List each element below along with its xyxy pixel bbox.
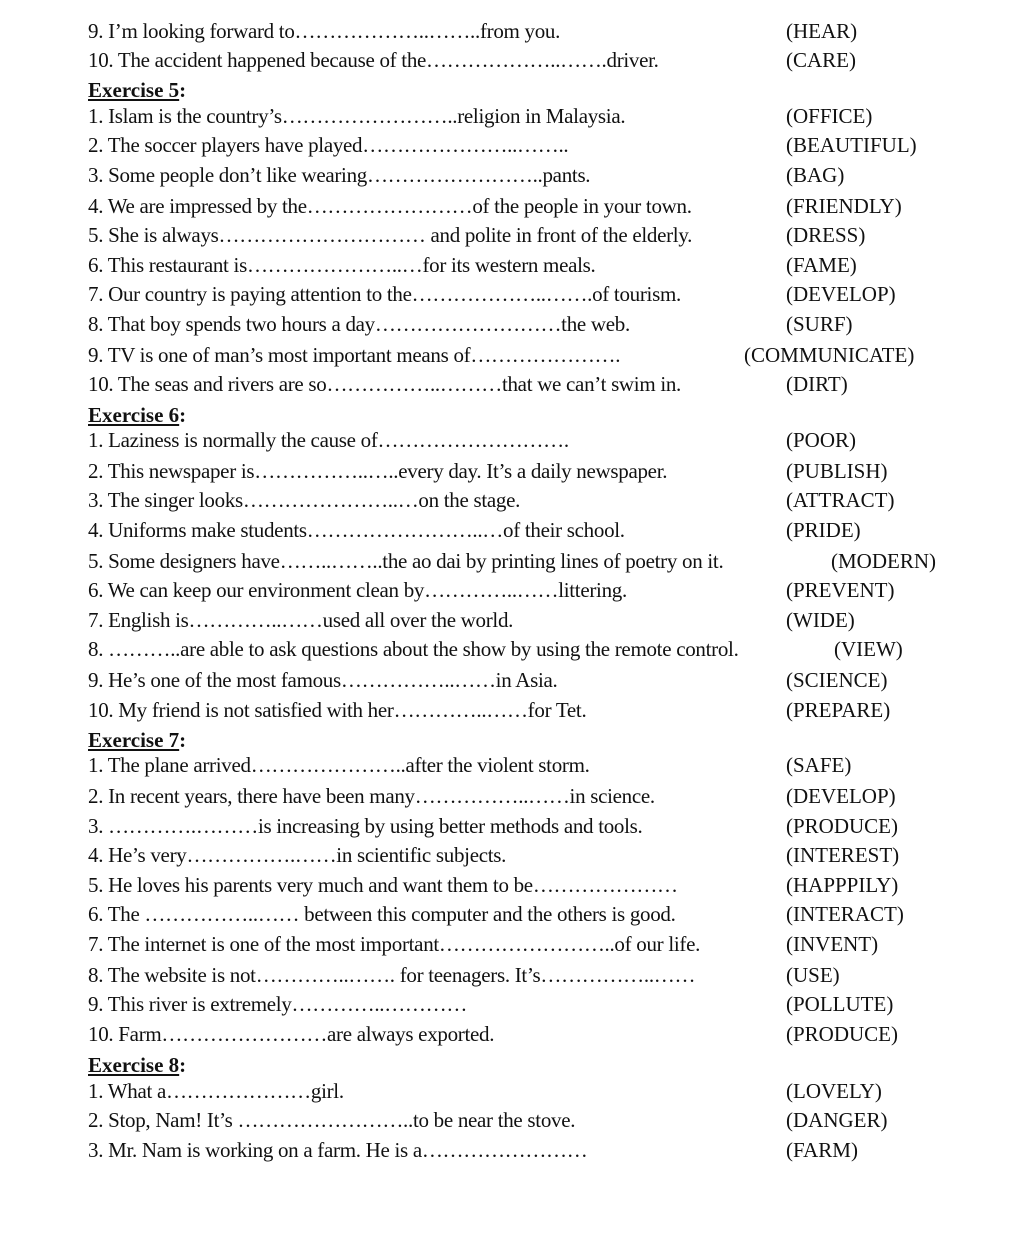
hint-word: (INVENT)	[786, 932, 879, 956]
hint-word: (WIDE)	[786, 608, 855, 632]
hint-word: (FRIENDLY)	[786, 194, 902, 218]
question-line	[88, 695, 948, 725]
question-text: 8. That boy spends two hours a day………………………the web.	[88, 312, 630, 336]
question-text: 1. The plane arrived…………………..after the violent storm.	[88, 753, 590, 777]
question-text: 3. The singer looks…………………..…on the stage.	[88, 488, 521, 512]
question-text: 6. We can keep our environment clean by…………..……littering.	[88, 578, 627, 602]
question-line	[88, 605, 948, 635]
hint-word: (MODERN)	[831, 549, 936, 573]
question-line	[88, 45, 948, 75]
hint-word: (LOVELY)	[786, 1079, 882, 1103]
question-text: 3. ………….………is increasing by using better methods and tools.	[88, 814, 643, 838]
question-line	[88, 899, 948, 929]
question-text: 2. The soccer players have played…………………..……..	[88, 133, 569, 157]
question-text: 3. Mr. Nam is working on a farm. He is a……………………	[88, 1138, 588, 1162]
question-text: 4. Uniforms make students……………………..…of their school.	[88, 518, 625, 542]
question-line	[88, 425, 948, 455]
question-line	[88, 309, 948, 339]
hint-word: (PRIDE)	[786, 518, 861, 542]
question-line	[88, 960, 948, 990]
question-text: 1. What a…………………girl.	[88, 1079, 344, 1103]
question-text: 10. Farm……………………are always exported.	[88, 1022, 495, 1046]
hint-word: (POOR)	[786, 428, 857, 452]
hint-word: (INTEREST)	[786, 843, 900, 867]
question-text: 9. This river is extremely…………..…………	[88, 992, 468, 1016]
hint-word: (DIRT)	[786, 372, 848, 396]
question-line	[88, 634, 948, 664]
question-line	[88, 250, 948, 280]
question-line	[88, 340, 948, 370]
hint-word: (POLLUTE)	[786, 992, 894, 1016]
hint-word: (PRODUCE)	[786, 814, 899, 838]
hint-word: (COMMUNICATE)	[744, 343, 915, 367]
question-text: 1. Laziness is normally the cause of……………………….	[88, 428, 569, 452]
question-text: 2. In recent years, there have been many……………..……in science.	[88, 784, 655, 808]
question-text: 2. This newspaper is……………..…..every day. It’s a daily newspaper.	[88, 459, 668, 483]
hint-word: (VIEW)	[834, 637, 903, 661]
question-text: 7. English is…………..……used all over the world.	[88, 608, 514, 632]
hint-word: (DEVELOP)	[786, 282, 896, 306]
question-text: 2. Stop, Nam! It’s ……………………..to be near the stove.	[88, 1108, 576, 1132]
exercise-title: Exercise 7	[88, 728, 180, 752]
question-line	[88, 929, 948, 959]
question-line	[88, 989, 948, 1019]
question-line	[88, 1135, 948, 1165]
hint-word: (SURF)	[786, 312, 853, 336]
hint-word: (BEAUTIFUL)	[786, 133, 917, 157]
question-line	[88, 456, 948, 486]
question-text: 6. The ……………..…… between this computer and the others is good.	[88, 902, 676, 926]
question-text: 9. I’m looking forward to………………..……..from you.	[88, 19, 561, 43]
hint-word: (FAME)	[786, 253, 857, 277]
question-text: 3. Some people don’t like wearing……………………..pants.	[88, 163, 591, 187]
question-text: 9. TV is one of man’s most important means of………………….	[88, 343, 621, 367]
exercise-title: Exercise 6	[88, 403, 180, 427]
question-line	[88, 1076, 948, 1106]
hint-word: (PREPARE)	[786, 698, 891, 722]
question-text: 10. The seas and rivers are so……………..………that we can’t swim in.	[88, 372, 682, 396]
question-line	[88, 160, 948, 190]
question-line	[88, 485, 948, 515]
exercise-heading: Exercise 7:	[88, 728, 187, 752]
question-text: 4. We are impressed by the……………………of the people in your town.	[88, 194, 692, 218]
question-text: 8. The website is not…………..……. for teenagers. It’s……………..……	[88, 963, 696, 987]
hint-word: (HAPPPILY)	[786, 873, 899, 897]
hint-word: (PRODUCE)	[786, 1022, 899, 1046]
question-text: 10. The accident happened because of the………………..…….driver.	[88, 48, 659, 72]
hint-word: (DANGER)	[786, 1108, 888, 1132]
hint-word: (SAFE)	[786, 753, 852, 777]
question-line	[88, 840, 948, 870]
exercise-heading: Exercise 6:	[88, 403, 187, 427]
question-line	[88, 191, 948, 221]
hint-word: (DEVELOP)	[786, 784, 896, 808]
question-text: 5. She is always………………………… and polite in front of the elderly.	[88, 223, 693, 247]
question-line	[88, 546, 948, 576]
question-line	[88, 130, 948, 160]
exercise-title: Exercise 8	[88, 1053, 180, 1077]
question-line	[88, 220, 948, 250]
question-line	[88, 811, 948, 841]
hint-word: (DRESS)	[786, 223, 866, 247]
question-text: 5. Some designers have……..……..the ao dai by printing lines of poetry on it.	[88, 549, 724, 573]
question-text: 7. Our country is paying attention to the………………..…….of tourism.	[88, 282, 681, 306]
question-text: 10. My friend is not satisfied with her…………..……for Tet.	[88, 698, 587, 722]
question-line	[88, 101, 948, 131]
hint-word: (FARM)	[786, 1138, 858, 1162]
hint-word: (PUBLISH)	[786, 459, 888, 483]
question-text: 4. He’s very…………….……in scientific subjects.	[88, 843, 507, 867]
question-text: 8. ………..are able to ask questions about the show by using the remote control.	[88, 637, 739, 661]
question-text: 7. The internet is one of the most important……………………..of our life.	[88, 932, 701, 956]
question-line	[88, 781, 948, 811]
question-line	[88, 665, 948, 695]
question-text: 5. He loves his parents very much and want them to be…………………	[88, 873, 678, 897]
question-line	[88, 1019, 948, 1049]
hint-word: (CARE)	[786, 48, 856, 72]
hint-word: (HEAR)	[786, 19, 858, 43]
question-text: 9. He’s one of the most famous……………..……in Asia.	[88, 668, 558, 692]
exercise-title: Exercise 5	[88, 78, 180, 102]
hint-word: (PREVENT)	[786, 578, 895, 602]
question-line	[88, 575, 948, 605]
exercise-heading: Exercise 8:	[88, 1053, 187, 1077]
question-line	[88, 870, 948, 900]
question-line	[88, 369, 948, 399]
question-line	[88, 16, 948, 46]
exercise-heading: Exercise 5:	[88, 78, 187, 102]
question-line	[88, 515, 948, 545]
question-text: 6. This restaurant is…………………..…for its western meals.	[88, 253, 596, 277]
question-line	[88, 750, 948, 780]
question-line	[88, 279, 948, 309]
hint-word: (BAG)	[786, 163, 845, 187]
hint-word: (USE)	[786, 963, 840, 987]
hint-word: (INTERACT)	[786, 902, 904, 926]
hint-word: (ATTRACT)	[786, 488, 895, 512]
hint-word: (OFFICE)	[786, 104, 873, 128]
hint-word: (SCIENCE)	[786, 668, 888, 692]
question-text: 1. Islam is the country’s……………………..religion in Malaysia.	[88, 104, 626, 128]
question-line	[88, 1105, 948, 1135]
